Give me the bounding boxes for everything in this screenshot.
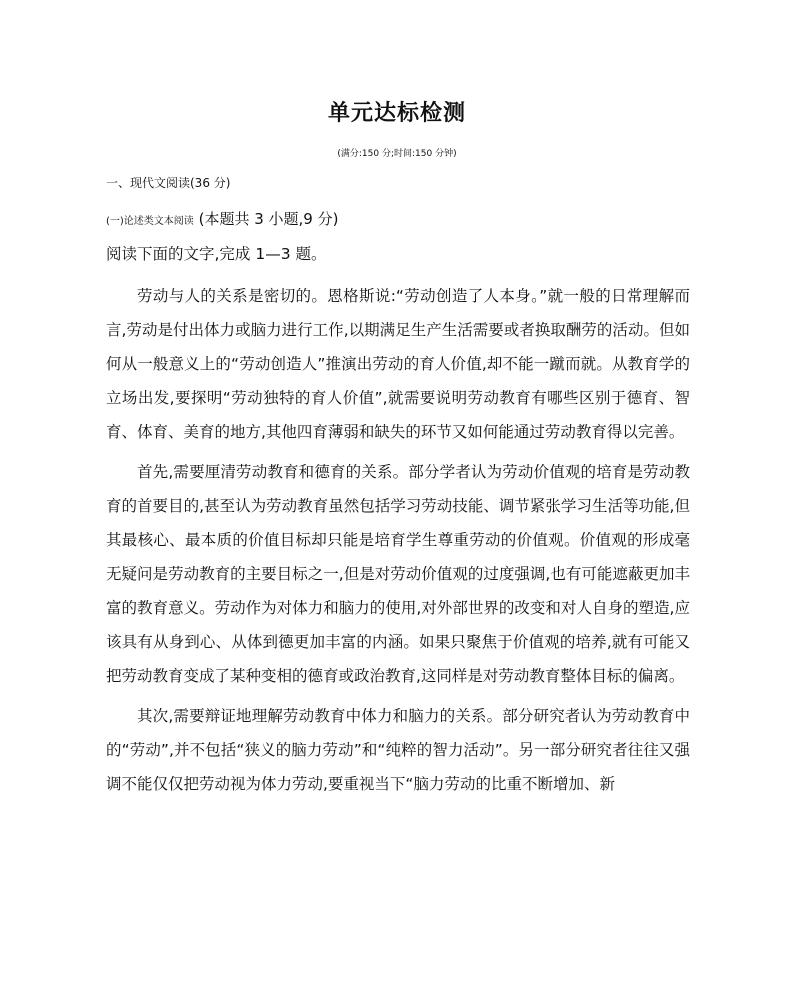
score-time-note: (满分:150 分;时间:150 分钟) (337, 149, 457, 159)
paragraph: 劳动与人的关系是密切的。恩格斯说:“劳动创造了人本身。”就一般的日常理解而言,劳动是付出体力或脑力进行工作,以期满足生产生活需要或者换取酬劳的活动。但如何从一般意义上的“劳动创造人”推演出劳动的育人价值,却不能一蹴而就。从教育学的立场出发,要探明“劳动独特的育人价值”,就需要说明劳动教育有哪些区别于德育、智育、体育、美育的地方,其他四育薄弱和缺失的环节又如何能通过劳动教育得以完善。 (106, 287, 690, 441)
reading-instruction: 阅读下面的文字,完成 1—3 题。 (106, 245, 327, 263)
document-title: 单元达标检测 (327, 101, 466, 126)
subsection-label: (一)论述类文本阅读 (106, 216, 194, 227)
subsection-detail: (本题共 3 小题,9 分) (198, 210, 339, 228)
paragraph: 其次,需要辩证地理解劳动教育中体力和脑力的关系。部分研究者认为劳动教育中的“劳动”,并不包括“狭义的脑力劳动”和“纯粹的智力活动”。另一部分研究者往往又强调不能仅仅把劳动视为体力劳动,要重视当下“脑力劳动的比重不断增加、新 (106, 707, 690, 793)
subsection-heading (106, 208, 338, 229)
reading-passage (106, 279, 690, 807)
section-heading: 一、现代文阅读(36 分) (106, 176, 231, 190)
paragraph: 首先,需要厘清劳动教育和德育的关系。部分学者认为劳动价值观的培育是劳动教育的首要目的,甚至认为劳动教育虽然包括学习劳动技能、调节紧张学习生活等功能,但其最核心、最本质的价值目标却只能是培育学生尊重劳动的价值观。价值观的形成毫无疑问是劳动教育的主要目标之一,但是对劳动价值观的过度强调,也有可能遮蔽更加丰富的教育意义。劳动作为对体力和脑力的使用,对外部世界的改变和对人自身的塑造,应该具有从身到心、从体到德更加丰富的内涵。如果只聚焦于价值观的培养,就有可能又把劳动教育变成了某种变相的德育或政治教育,这同样是对劳动教育整体目标的偏离。 (106, 463, 690, 685)
